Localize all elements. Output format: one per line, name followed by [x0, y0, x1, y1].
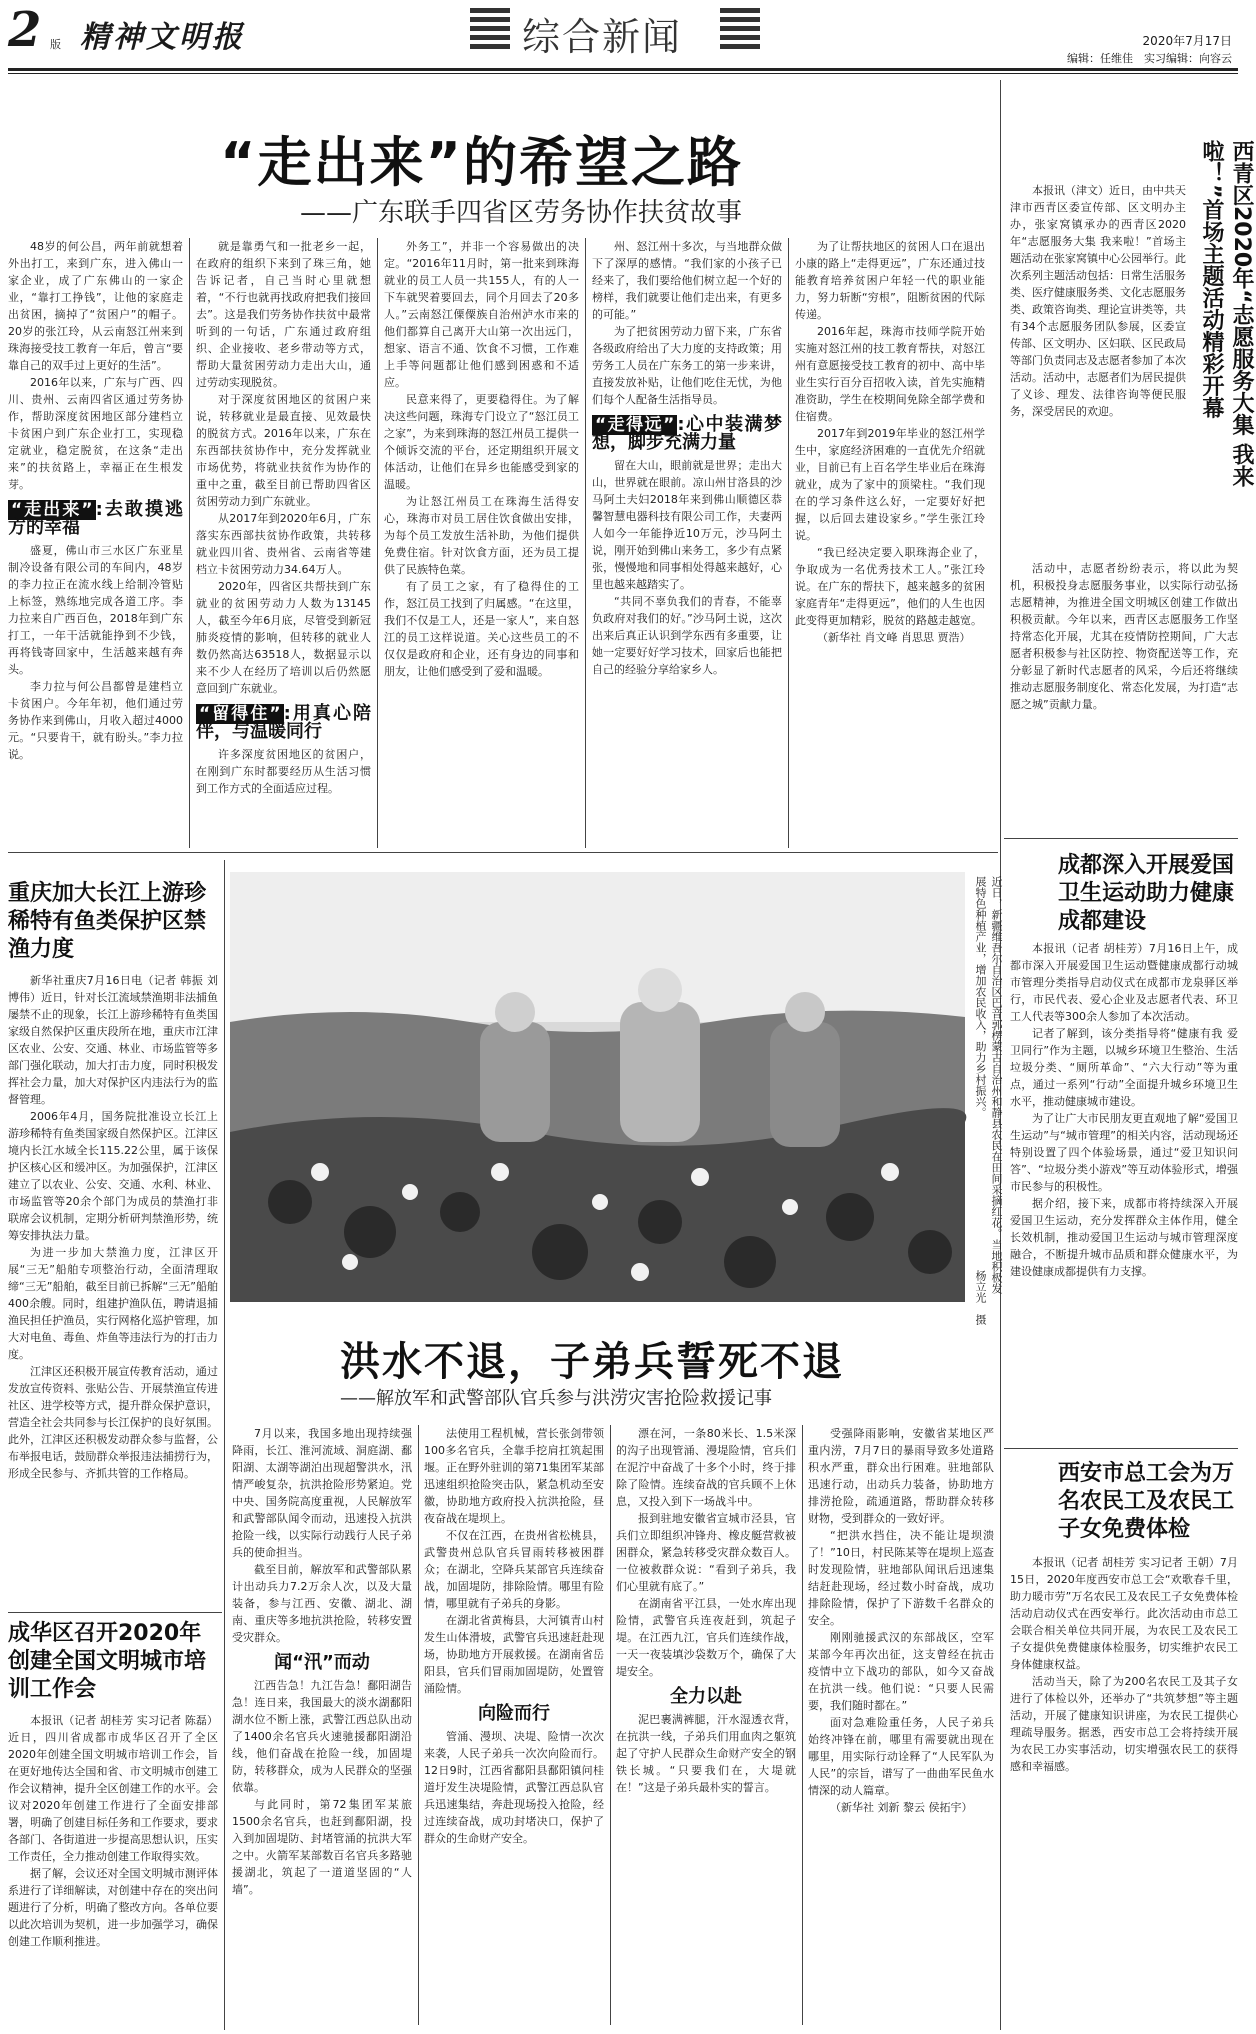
- masthead-stripes-left: [470, 8, 510, 54]
- sidebar-top-headline: 西青区2020年“志愿服务大集 我来啦！”首场主题活动精彩开幕: [1199, 140, 1254, 488]
- lead-section-3-heading: “走得远” :心中装满梦想，脚步充满力量: [592, 414, 782, 453]
- section-title: 综合新闻: [522, 15, 683, 59]
- feature-column-1: 7月以来，我国多地出现持续强降雨，长江、淮河流域、洞庭湖、鄱阳湖、太湖等湖泊出现超警洪水，汛情严峻复杂，抗洪抢险形势紧迫。党中央、国务院高度重视，人民解放军和武警部队闻令而动，迅速投入抗洪抢险一线，以实际行动践行人民子弟兵的使命担当。 截至目前，解放军和武警部队累计出动兵力7.2万余人次，以及大量装备，参与江西、安徽、湖北、湖南、重庆等多地抗洪抢险，转移安置受灾群众。 闻“汛”而动 江西告急！九江告急！鄱阳湖告急！连日来，我国最大的淡水湖鄱阳湖水位不断上涨，武警江西总队出动了1400余名官兵火速驰援鄱阳湖沿线，他们奋战在抢险一线，加固堤防，转移群众，成为人民群众的坚强依靠。 与此同时，第72集团军某旅1500余名官兵，也赶到鄱阳湖，投入到加固堤防、封堵管涌的抗洪大军之中。火箭军某部数百名官兵多路驰援湖北，筑起了一道道坚固的“人墙”。: [232, 1427, 412, 1896]
- right-story-1-headline: 成都深入开展爱国卫生运动助力健康成都建设: [1058, 853, 1235, 934]
- lead-section-1-heading: “走出来” :去敢摸逃方的幸福: [8, 499, 183, 538]
- lead-column-1: 48岁的何公昌，两年前就想着外出打工，来到广东，进入佛山一家企业，成了广东佛山的一家企业，“靠打工挣钱”，让他的家庭走出贫困，摘掉了“贫困户”的帽子。20岁的张江玲，从云南怒江州来到珠海接受技工教育一年后，曾言“要靠自己的双手过上更好的生活”。 2016年以来，广东与广西、四川、贵州、云南四省区通过劳务协作，帮助深度贫困地区部分建档立卡贫困户到广东企业打工，实现稳定就业，稳定脱贫，在这条“走出来”的扶贫路上，幸福正在生根发芽。 “走出来” :去敢摸逃方的幸福 盛夏，佛山市三水区广东亚星制冷设备有限公司的车间内，48岁的李力拉正在流水线上给制冷管贴上标签，熟练地完成各道工序。李力拉来自广西百色，2018年到广东打工，一年干活就能挣到不少钱，再将钱寄回家中，生活越来越有奔头。 李力拉与何公昌都曾是建档立卡贫困户。今年年初，他们通过劳务协作来到佛山，月收入超过4000元。“只要肯干，就有盼头。”李力拉说。: [8, 240, 183, 761]
- left-story-1-body: 新华社重庆7月16日电（记者 韩振 刘博伟）近日，针对长江流域禁渔期非法捕鱼屡禁不止的现象，长江上游珍稀特有鱼类国家级自然保护区重庆段所在地，重庆市江津区农业、公安、交通、林业、市场监管等多部门强化联动，加大打击力度，同时积极发挥社会力量，加大对保护区内违法行为的监督管理。 2006年4月，国务院批准设立长江上游珍稀特有鱼类国家级自然保护区。江津区境内长江水域全长115.22公里，属于该保护区核心区和缓冲区。为加强保护，江津区建立了以农业、公安、交通、水利、林业、市场监管等20余个部门为成员的禁渔打非联席会议机制，定期分析研判禁渔形势，统筹安排执法力量。 为进一步加大禁渔力度，江津区开展“三无”船舶专项整治行动，全面清理取缔“三无”船舶，截至目前已拆解“三无”船舶400余艘。同时，组建护渔队伍，聘请退捕渔民担任护渔员，实行网格化巡护管理，加大对电鱼、毒鱼、炸鱼等违法行为的打击力度。 江津区还积极开展宣传教育活动，通过发放宣传资料、张贴公告、开展禁渔宣传进社区、进学校等方式，提升群众保护意识，营造全社会共同参与长江保护的良好氛围。此外，江津区还积极发动群众参与监督，公布举报电话，鼓励群众举报违法捕捞行为，形成全民参与、齐抓共管的工作格局。: [8, 974, 218, 1480]
- masthead-rule: [8, 68, 1238, 71]
- column-divider: [377, 238, 378, 848]
- newspaper-logo: 精神文明报: [80, 20, 245, 55]
- right-story-2-headline: 西安市总工会为万名农民工及农民工子女免费体检: [1058, 1461, 1235, 1542]
- photo-caption: 近日，新疆维吾尔自治区巴音郭楞蒙古自治州和静县农民在田间采摘红花。当地积极发展特色种植产业，增加农民收入，助力乡村振兴。: [974, 876, 1003, 1294]
- lead-headline: “走出来”的希望之路: [220, 131, 743, 194]
- left-story-1-headline: 重庆加大长江上游珍稀特有鱼类保护区禁渔力度: [8, 881, 207, 962]
- lead-column-3: 外务工”，并非一个容易做出的决定。“2016年11月时，第一批来到珠海就业的员工人员一共155人，有的人一下车就哭着要回去，同个月回去了20多人。”云南怒江傈僳族自治州泸水市来的他们都算自己离开大山第一次出远门，想家、语言不通、饮食不习惯，工作难上手等问题都让他们感到困惑和不适应。 民意来得了，更要稳得住。为了解决这些问题，珠海专门设立了“怒江员工之家”，为来到珠海的怒江州员工提供一个倾诉交流的平台，还定期组织开展文体活动，让他们在异乡也能感受到家的温暖。 为让怒江州员工在珠海生活得安心，珠海市对员工居住饮食做出安排，为每个员工发放生活补助，为他们提供免费住宿。针对饮食方面，还为员工提供了民族特色菜。 有了员工之家，有了稳得住的工作，怒江员工找到了归属感。“在这里，我们不仅是工人，还是一家人”，来自怒江的员工这样说道。关心这些员工的不仅仅是政府和企业，还有身边的同事和朋友，让他们感受到了爱和温暖。: [384, 240, 579, 678]
- photo-harvest: [230, 872, 965, 1302]
- right-story-1-body: 本报讯（记者 胡桂芳）7月16日上午，成都市深入开展爱国卫生运动暨健康成都行动城市管理分类指导启动仪式在成都市龙泉驿区举行，市民代表、爱心企业及志愿者代表、环卫工人代表等300余人参加了本次活动。 记者了解到，该分类指导将“健康有我 爱卫同行”作为主题，以城乡环境卫生整治、生活垃圾分类、“厕所革命”、“六大行动”等为重点，通过一系列“行动”全面提升城乡环境卫生水平，推动健康城市建设。 为了让广大市民朋友更直观地了解“爱国卫生运动”与“城市管理”的相关内容，活动现场还特别设置了四个体验场景，通过“爱卫知识问答”、“垃圾分类小游戏”等互动体验形式，增强市民参与的积极性。 据介绍，接下来，成都市将持续深入开展爱国卫生运动，充分发挥群众主体作用，健全长效机制，推动爱国卫生运动与城市管理深度融合，不断提升城市品质和群众健康水平，为建设健康成都提供有力支撑。: [1010, 942, 1238, 1278]
- editor-credits: 编辑：任维佳 实习编辑：向容云: [1067, 52, 1232, 65]
- harvest-photo-illustration: [230, 872, 965, 1302]
- left-story-2-body: 本报讯（记者 胡桂芳 实习记者 陈磊）近日，四川省成都市成华区召开了全区2020年创建全国文明城市培训工作会，旨在更好地传达全国和省、市文明城市创建工作会议精神，提升全区创建工作的水平。会议对2020年创建工作进行了全面安排部署，明确了创建目标任务和工作要求，要求各部门、各街道进一步提高思想认识，压实工作责任，全力推动创建工作取得实效。 据了解，会议还对全国文明城市测评体系进行了详细解读，对创建中存在的突出问题进行了分析，明确了整改方向。各单位要以此次培训为契机，进一步加强学习，确保创建工作顺利推进。: [8, 1714, 218, 1948]
- issue-date: 2020年7月17日: [1142, 34, 1232, 48]
- masthead-rule-thin: [8, 73, 1238, 74]
- lead-column-5: 为了让帮扶地区的贫困人口在退出小康的路上“走得更远”，广东还通过技能教育培养贫困户年轻一代的职业能力，努力斩断“穷根”，阻断贫困的代际传递。 2016年起，珠海市技师学院开始实施对怒江州的技工教育帮扶，对怒江州有意愿接受技工教育的初中、高中毕业生实行百分百招收入读，首先实施精准资助，学生在校期间免除全部学费和住宿费。 2017年到2019年毕业的怒江州学生中，家庭经济困难的一直优先介绍就业，目前已有上百名学生毕业后在珠海就业，成为了家中的顶梁柱。“我们现在的学习条件这么好，一定要好好把握，以后回去建设家乡。”学生张江玲说。 “我已经决定要入职珠海企业了，争取成为一名优秀技术工人。”张江玲说。在广东的帮扶下，越来越多的贫困家庭青年“走得更远”，他们的人生也因此变得更加精彩，脱贫的路越走越宽。 （新华社 肖文峰 肖思思 贾浩）: [795, 240, 985, 644]
- feature-subheadline: ——解放军和武警部队官兵参与洪涝灾害抢险救援记事: [340, 1388, 772, 1409]
- feature-column-3: 漂在河，一条80米长、1.5米深的沟子出现管涌、漫堤险情，官兵们在泥泞中奋战了十多个小时，终于排除了险情。连续奋战的官兵顾不上休息，又投入到下一场战斗中。 报到驻地安徽省宣城市泾县，官兵们立即组织冲锋舟、橡皮艇营救被困群众，紧急转移受灾群众数百人。一位被救群众说：“看到子弟兵，我们心里就有底了。” 在湖南省平江县，一处水库出现险情，武警官兵连夜赶到，筑起子堤。在江西九江，官兵们连续作战，一天一夜装填沙袋数万个，确保了大堤安全。 全力以赴 泥巴裹满裤腿，汗水湿透衣背，在抗洪一线，子弟兵们用血肉之躯筑起了守护人民群众生命财产安全的钢铁长城。“只要我们在，大堤就在！”这是子弟兵最朴实的誓言。: [616, 1427, 796, 1794]
- lead-column-2: 就是靠勇气和一批老乡一起，在政府的组织下来到了珠三角，她告诉记者，自己当时心里就想着，“不行也就再找政府把我们接回去”。这是我们劳务协作扶贫中最常听到的一句话，广东通过政府组织、企业接收、老乡带动等方式，帮助大量贫困劳动力走出大山，通过劳动实现脱贫。 对于深度贫困地区的贫困户来说，转移就业是最直接、见效最快的脱贫方式。2016年以来，广东在东西部扶贫协作中，充分发挥就业市场优势，将就业扶贫作为协作的重中之重，截至目前已帮助四省区贫困劳动力到广东就业。 从2017年到2020年6月，广东落实东西部扶贫协作政策，共转移就业四川省、贵州省、云南省等建档立卡贫困劳动力34.64万人。 2020年，四省区共帮扶到广东就业的贫困劳动力人数为13145人，截至今年6月底，尽管受到新冠肺炎疫情的影响，但转移的就业人数仍然高达63518人，数据显示以来不少人在经历了培训以后仍然愿意回到广东就业。 “留得住” :用真心陪伴，与温暖同行 许多深度贫困地区的贫困户，在刚到广东时都要经历从生活习惯到工作方式的全面适应过程。: [196, 240, 371, 795]
- section-rule: [8, 1612, 222, 1613]
- section-rule: [8, 852, 998, 853]
- left-story-2-headline: 成华区召开2020年创建全国文明城市培训工作会: [8, 1621, 207, 1702]
- feature-column-2: 法使用工程机械，营长张剑带领100多名官兵，全靠手挖肩扛筑起围堰。正在野外驻训的第71集团军某部迅速组织抢险突击队，紧急机动至安徽，协助地方政府投入抗洪抢险，昼夜奋战在堤坝上。 不仅在江西，在贵州省松桃县，武警贵州总队官兵冒雨转移被困群众；在湖北，空降兵某部官兵连续奋战，加固堤防，排除险情。哪里有险情，哪里就有子弟兵的身影。 在湖北省黄梅县，大河镇青山村发生山体滑坡，武警官兵迅速赶赴现场，协助地方开展救援。在湖南省岳阳县，官兵们冒雨加固堤防，处置管涌险情。 向险而行 管涌、漫坝、决堤、险情一次次来袭，人民子弟兵一次次向险而行。12日9时，江西省鄱阳县鄱阳镇问桂道圩发生决堤险情，武警江西总队官兵迅速集结，奔赴现场投入抢险，经过连续奋战，成功封堵决口，保护了群众的生命财产安全。: [424, 1427, 604, 1845]
- page-number: 2: [8, 2, 42, 58]
- lead-column-4: 州、怒江州十多次，与当地群众做下了深厚的感情。“我们家的小孩子已经来了，我们要给他们树立起一个好的榜样，我们就要让他们走出来，有更多的可能。” 为了把贫困劳动力留下来，广东省各级政府给出了大力度的支持政策；用劳务工人员在广东务工的第一步来讲，直接发放补贴，让他们吃住无忧，为他们每个人配备生活指导员。 “走得远” :心中装满梦想，脚步充满力量 留在大山，眼前就是世界；走出大山，世界就在眼前。凉山州甘洛县的沙马阿土夫妇2018年来到佛山顺德区恭馨智慧电器科技有限公司工作，夫妻两人如今一年能挣近10万元，沙马阿土说，刚开始到佛山来务工，多少有点紧张，慢慢地和同事相处得越来越好，心里也越来越踏实了。 “共同不辜负我们的青春，不能辜负政府对我们的好。”沙马阿土说，这次出来后真正认识到学东西有多重要，让她一定要好好学习技术，回家后也能把自己的经验分享给家乡人。: [592, 240, 782, 676]
- lead-subheadline: ——广东联手四省区劳务协作扶贫故事: [300, 198, 743, 228]
- sidebar-top-body-2: 活动中，志愿者纷纷表示，将以此为契机，积极投身志愿服务事业，以实际行动弘扬志愿精神，为推进全国文明城区创建工作做出积极贡献。今年以来，西青区志愿服务工作坚持常态化开展，尤其在疫情防控期间，广大志愿者积极参与社区防控、物资配送等工作，充分彰显了新时代志愿者的风采，今后还将继续推动志愿服务制度化、常态化发展，为打造“志愿之城”贡献力量。: [1010, 562, 1238, 711]
- feature-section-2-heading: 向险而行: [478, 1703, 550, 1724]
- right-story-2-body: 本报讯（记者 胡桂芳 实习记者 王朝）7月15日，2020年度西安市总工会“欢歌春千里，助力暖市劳”万名农民工及农民工子女免费体检活动启动仪式在西安举行。此次活动由市总工会联合相关单位共同开展，为农民工及农民工子女提供免费健康体检服务，切实维护农民工身体健康权益。 活动当天，除了为200名农民工及其子女进行了体检以外，还举办了“共筑梦想”等主题活动，开展了健康知识讲座，为农民工提供心理疏导服务。据悉，西安市总工会将持续开展为农民工办实事活动，切实增强农民工的获得感和幸福感。: [1010, 1556, 1238, 1773]
- page-suffix: 版: [50, 38, 61, 51]
- column-divider: [585, 238, 586, 848]
- feature-section-3-heading: 全力以赴: [670, 1686, 742, 1707]
- column-divider: [418, 1425, 419, 2025]
- section-rule: [1004, 838, 1238, 839]
- column-divider: [189, 238, 190, 848]
- feature-headline: 洪水不退，子弟兵誓死不退: [340, 1339, 844, 1385]
- sidebar-top-body-1: 本报讯（津文）近日，由中共天津市西青区委宣传部、区文明办主办，张家窝镇承办的西青区2020年“志愿服务大集 我来啦！”首场主题活动在张家窝镇中心公园举行。此次系列主题活动包括：日常生活服务类、医疗健康服务类、文化志愿服务类、政策咨询类、理论宣讲类等，共有34个志愿服务团队参展，区委宣传部、区文明办、区妇联、区民政局等部门负责同志及志愿者参加了本次活动。活动中，志愿者们为居民提供了义诊、理发、法律咨询等便民服务，深受居民的欢迎。: [1010, 184, 1186, 418]
- column-divider: [224, 860, 225, 2030]
- column-divider: [610, 1425, 611, 2025]
- lead-section-2-heading: “留得住” :用真心陪伴，与温暖同行: [196, 703, 371, 742]
- column-divider: [802, 1425, 803, 2025]
- feature-section-1-heading: 闻“汛”而动: [274, 1652, 370, 1673]
- masthead-stripes-right: [720, 8, 760, 54]
- photo-credit: 杨立光 摄: [974, 1270, 987, 1325]
- section-rule: [1004, 1448, 1238, 1449]
- feature-column-4: 受强降雨影响，安徽省某地区严重内涝，7月7日的暴雨导致多处道路积水严重，群众出行困难。驻地部队迅速行动，出动兵力装备，协助地方排涝抢险，疏通道路，帮助群众转移财物，受到群众的一致好评。 “把洪水挡住，决不能让堤坝溃了！”10日，村民陈某等在堤坝上巡查时发现险情，驻地部队闻讯后迅速集结赶赴现场，经过数小时奋战，成功排除险情，保护了下游数千名群众的安全。 刚刚驰援武汉的东部战区，空军某部今年再次出征，这支曾经在抗击疫情中立下战功的部队，如今又奋战在抗洪一线。他们说：“只要人民需要，我们随时都在。” 面对急难险重任务，人民子弟兵始终冲锋在前，哪里有需要就出现在哪里，用实际行动诠释了“人民军队为人民”的宗旨，谱写了一曲曲军民鱼水情深的动人篇章。 （新华社 刘新 黎云 侯拓宇）: [808, 1427, 994, 1814]
- column-divider: [788, 238, 789, 848]
